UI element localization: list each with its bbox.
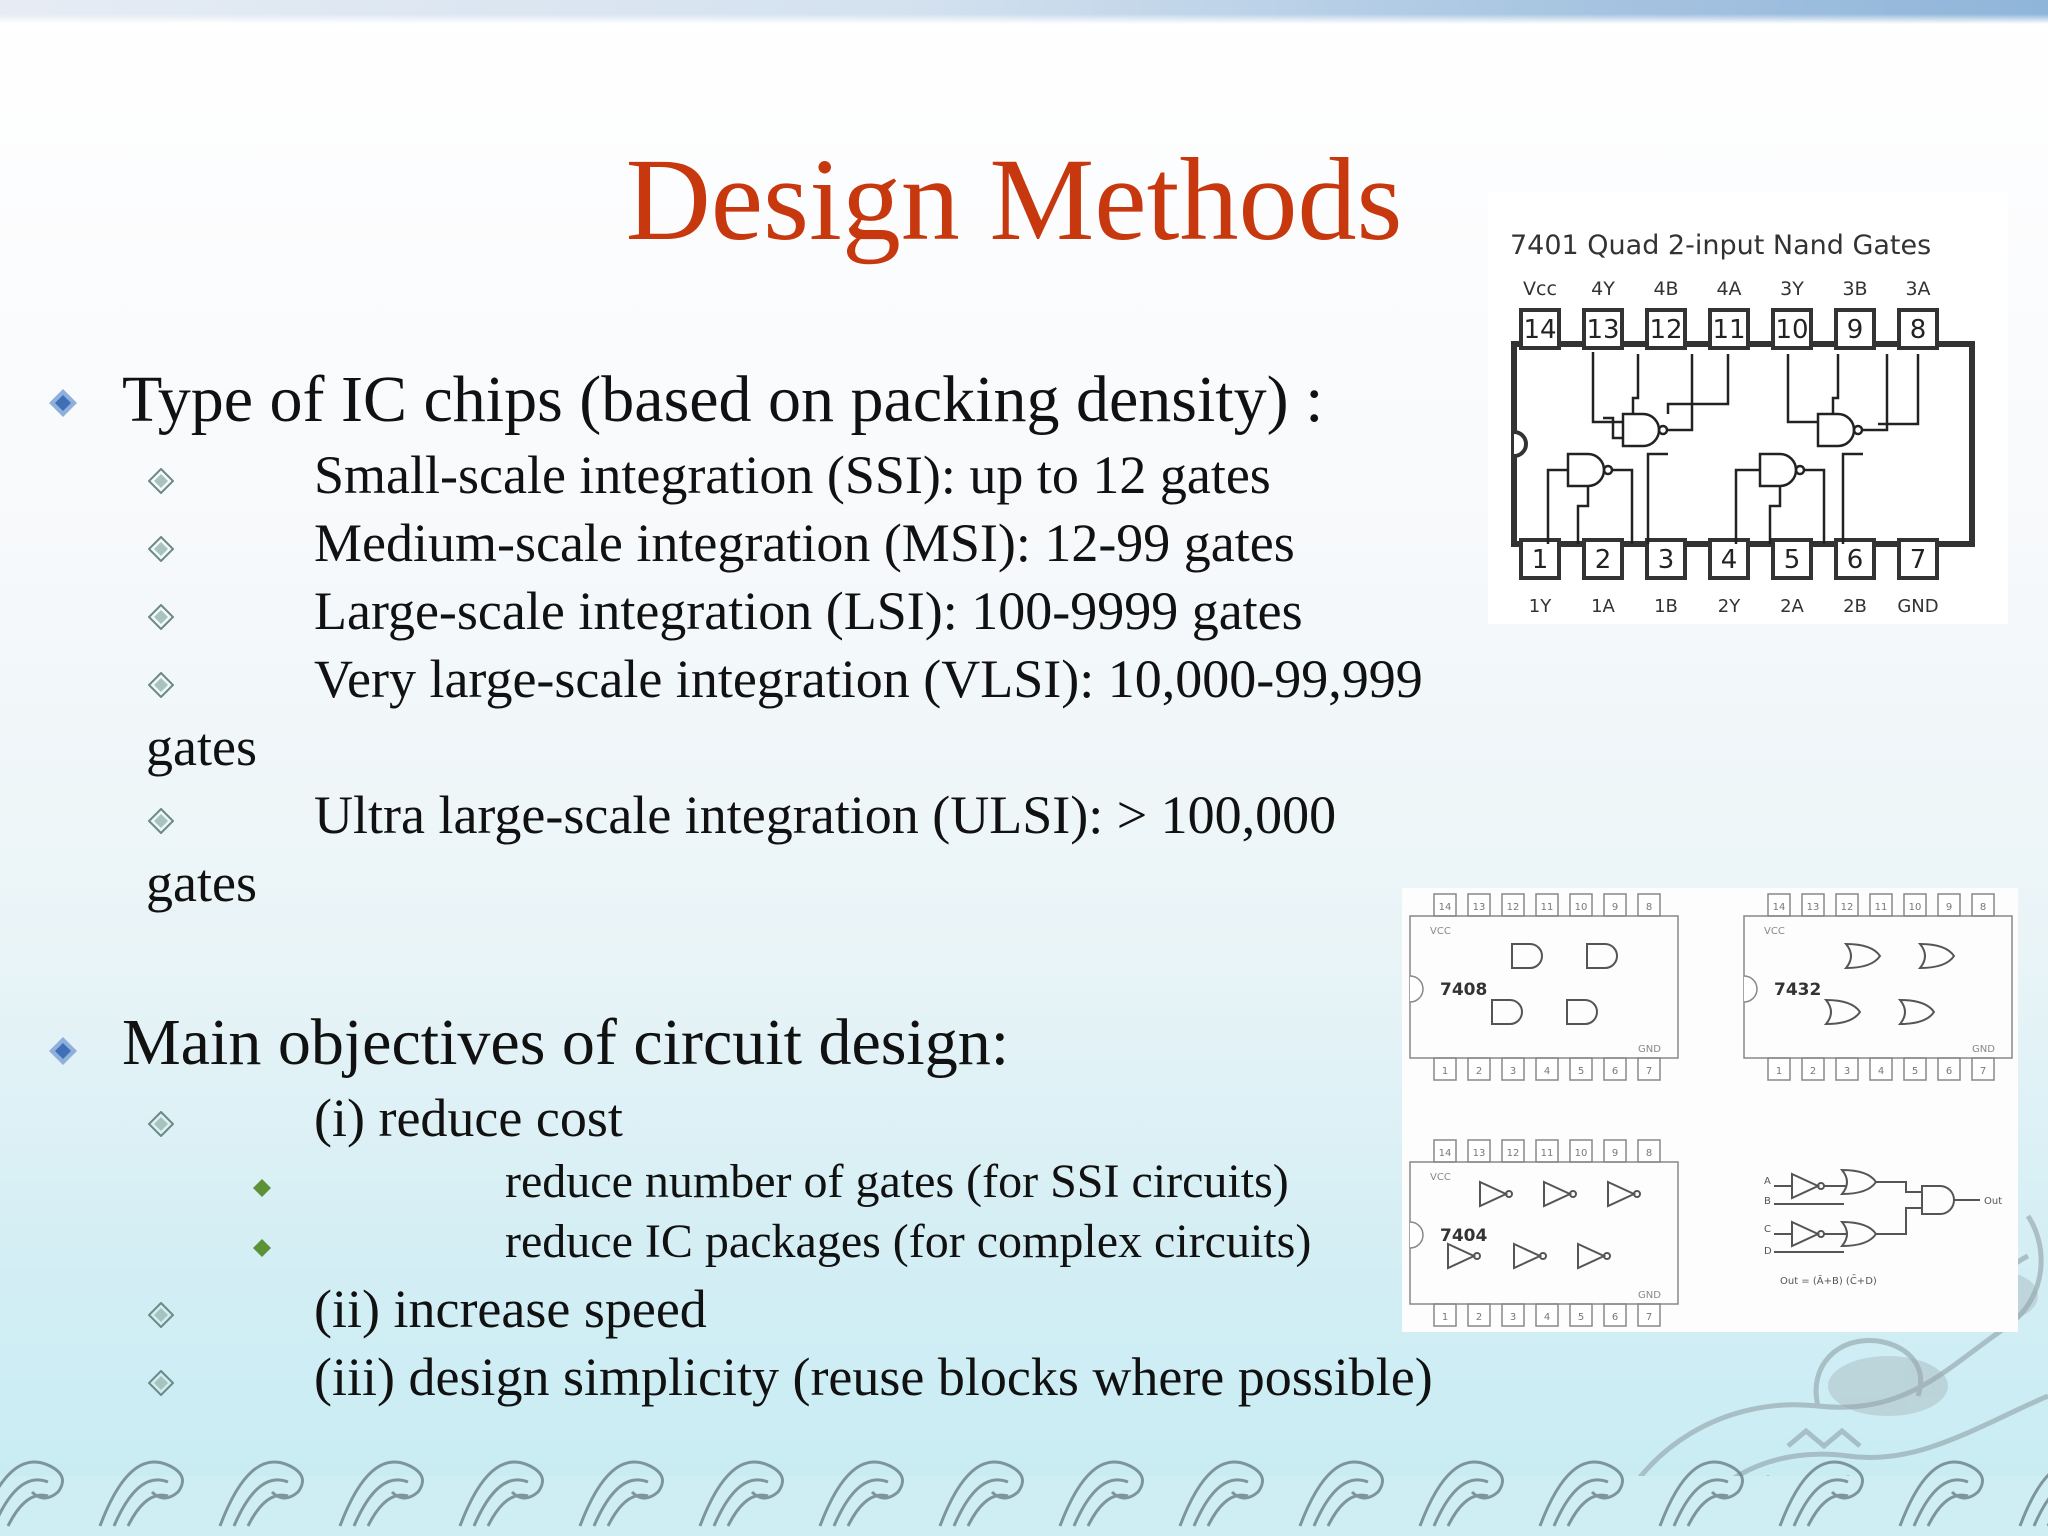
- mini-bottom-pin: [1638, 1304, 1660, 1326]
- mini-bottom-pin: [1502, 1304, 1524, 1326]
- logic-input-c: C: [1764, 1224, 1771, 1235]
- nand-bottom-pin-label: 2B: [1843, 596, 1867, 617]
- mini-top-pin: [1638, 894, 1660, 916]
- objective-increase-speed: (ii) increase speed: [314, 1279, 707, 1339]
- mini-bottom-pin: [1434, 1304, 1456, 1326]
- mini-top-pin: [1836, 894, 1858, 916]
- svg-text:5: 5: [1577, 1312, 1585, 1323]
- mini-top-pin: [1638, 1140, 1660, 1162]
- outline-diamond-bullet-icon: [148, 1370, 174, 1396]
- top-decorative-band: [0, 0, 2048, 24]
- nand-bottom-pin-label: GND: [1897, 596, 1939, 617]
- mini-chip-gnd-label: GND: [1972, 1044, 1995, 1055]
- mini-top-pin: [1870, 894, 1892, 916]
- nand-bottom-pin-label: 2Y: [1717, 596, 1741, 617]
- ic-type-ulsi: Ultra large-scale integration (ULSI): > 100,000: [314, 785, 1337, 845]
- mini-top-pin: [1502, 1140, 1524, 1162]
- mini-top-pin: [1570, 1140, 1592, 1162]
- filled-diamond-bullet-icon: [252, 1178, 272, 1198]
- svg-text:10: 10: [1908, 902, 1922, 913]
- nand-bottom-pin: [1773, 540, 1811, 617]
- nand-bottom-pin: [1897, 540, 1938, 617]
- mini-bottom-pin: [1570, 1304, 1592, 1326]
- mini-top-pin: [1536, 1140, 1558, 1162]
- nand-top-pin: [1899, 278, 1937, 348]
- svg-text:9: 9: [1945, 902, 1953, 913]
- nand-top-pin: [1710, 278, 1748, 348]
- objective-reduce-cost: (i) reduce cost: [314, 1088, 623, 1148]
- mini-bottom-pin: [1468, 1304, 1490, 1326]
- svg-text:2: 2: [1475, 1312, 1483, 1323]
- nand-bottom-pin: [1521, 540, 1559, 617]
- mini-top-pin: [1502, 894, 1524, 916]
- logic-output-label: Out: [1984, 1196, 2003, 1207]
- mini-chip-label: 7408: [1440, 980, 1488, 1000]
- mini-top-pin: [1468, 894, 1490, 916]
- svg-text:13: 13: [1806, 902, 1820, 913]
- logic-input-d: D: [1764, 1246, 1772, 1257]
- nand-bottom-pin-number: 3: [1657, 545, 1675, 575]
- nand-top-pin: [1836, 278, 1874, 348]
- nand-top-pin-label: 3Y: [1780, 278, 1804, 300]
- ic-type-ulsi-wrap: gates: [146, 853, 257, 913]
- mini-bottom-pin: [1502, 1058, 1524, 1080]
- nand-figure-title: 7401 Quad 2-input Nand Gates: [1510, 230, 1932, 261]
- mini-bottom-pin: [1570, 1058, 1592, 1080]
- mini-chip-label: 7404: [1440, 1226, 1488, 1246]
- filled-diamond-bullet-icon: [252, 1238, 272, 1258]
- svg-text:1: 1: [1775, 1066, 1783, 1077]
- logic-chips-figure: [1402, 888, 2018, 1332]
- svg-text:3: 3: [1509, 1312, 1517, 1323]
- nand-chip-figure: [1488, 192, 2008, 624]
- nand-bottom-pin-label: 1B: [1654, 596, 1678, 617]
- mini-top-pin: [1904, 894, 1926, 916]
- nand-top-pin-number: 12: [1649, 315, 1683, 345]
- mini-chip-vcc-label: VCC: [1430, 926, 1451, 937]
- mini-top-pin: [1768, 894, 1790, 916]
- wave-decoration: [0, 1416, 2048, 1536]
- nand-top-pin: [1521, 278, 1559, 348]
- svg-text:4: 4: [1877, 1066, 1885, 1077]
- nand-top-pin-number: 9: [1846, 315, 1864, 345]
- section2-heading: Main objectives of circuit design:: [122, 1006, 1010, 1079]
- mini-chip-gnd-label: GND: [1638, 1044, 1661, 1055]
- svg-text:7: 7: [1645, 1312, 1653, 1323]
- svg-text:12: 12: [1506, 1148, 1520, 1159]
- nand-bottom-pin: [1836, 540, 1874, 617]
- svg-text:9: 9: [1611, 902, 1619, 913]
- outline-diamond-bullet-icon: [148, 604, 174, 630]
- logic-chips-diagram: [1402, 888, 2018, 1332]
- mini-bottom-pin: [1604, 1304, 1626, 1326]
- svg-text:1: 1: [1441, 1312, 1449, 1323]
- mini-bottom-pin: [1434, 1058, 1456, 1080]
- sub-reduce-packages: reduce IC packages (for complex circuits): [505, 1215, 1312, 1268]
- svg-text:13: 13: [1472, 902, 1486, 913]
- nand-bottom-pin: [1647, 540, 1685, 617]
- mini-top-pin: [1604, 894, 1626, 916]
- slide-title: Design Methods: [625, 134, 1403, 265]
- mini-chip-vcc-label: VCC: [1430, 1172, 1451, 1183]
- objective-design-simplicity: (iii) design simplicity (reuse blocks where possible): [314, 1347, 1433, 1407]
- nand-top-pin-label: 3A: [1905, 278, 1931, 300]
- mini-bottom-pin: [1604, 1058, 1626, 1080]
- nand-top-pin-label: Vcc: [1523, 278, 1557, 300]
- logic-equation: Out = (Ā+B) (C̄+D): [1780, 1276, 1877, 1287]
- mini-top-pin: [1802, 894, 1824, 916]
- diamond-bullet-icon: [48, 388, 78, 418]
- mini-bottom-pin: [1536, 1058, 1558, 1080]
- svg-text:12: 12: [1506, 902, 1520, 913]
- ic-type-ssi: Small-scale integration (SSI): up to 12 gates: [314, 445, 1271, 505]
- nand-bottom-pin: [1710, 540, 1748, 617]
- svg-text:8: 8: [1645, 902, 1653, 913]
- svg-text:14: 14: [1438, 902, 1452, 913]
- svg-text:3: 3: [1509, 1066, 1517, 1077]
- svg-text:11: 11: [1540, 902, 1554, 913]
- mini-bottom-pin: [1768, 1058, 1790, 1080]
- nand-bottom-pin-number: 6: [1846, 545, 1864, 575]
- mini-bottom-pin: [1638, 1058, 1660, 1080]
- svg-text:6: 6: [1611, 1066, 1619, 1077]
- mini-bottom-pin: [1536, 1304, 1558, 1326]
- outline-diamond-bullet-icon: [148, 672, 174, 698]
- mini-bottom-pin: [1802, 1058, 1824, 1080]
- logic-input-b: B: [1764, 1196, 1771, 1207]
- nand-bottom-pin-number: 7: [1909, 545, 1927, 575]
- mini-bottom-pin: [1904, 1058, 1926, 1080]
- nand-top-pin: [1584, 278, 1622, 348]
- mini-bottom-pin: [1836, 1058, 1858, 1080]
- nand-top-pin-number: 11: [1712, 315, 1746, 345]
- mini-bottom-pin: [1972, 1058, 1994, 1080]
- ic-type-vlsi: Very large-scale integration (VLSI): 10,000-99,999: [314, 649, 1423, 709]
- nand-top-pin: [1773, 278, 1811, 348]
- mini-bottom-pin: [1938, 1058, 1960, 1080]
- nand-chip-diagram: [1488, 192, 2008, 624]
- mini-bottom-pin: [1870, 1058, 1892, 1080]
- mini-top-pin: [1536, 894, 1558, 916]
- ic-type-msi: Medium-scale integration (MSI): 12-99 gates: [314, 513, 1295, 573]
- svg-text:11: 11: [1874, 902, 1888, 913]
- nand-bottom-pin: [1584, 540, 1622, 617]
- mini-top-pin: [1434, 1140, 1456, 1162]
- mini-top-pin: [1468, 1140, 1490, 1162]
- outline-diamond-bullet-icon: [148, 536, 174, 562]
- svg-text:4: 4: [1543, 1066, 1551, 1077]
- svg-text:3: 3: [1843, 1066, 1851, 1077]
- mini-chip-label: 7432: [1774, 980, 1822, 1000]
- ic-type-lsi: Large-scale integration (LSI): 100-9999 gates: [314, 581, 1303, 641]
- diamond-bullet-icon: [48, 1036, 78, 1066]
- nand-top-pin-label: 4B: [1653, 278, 1679, 300]
- nand-top-pin-label: 3B: [1842, 278, 1868, 300]
- nand-bottom-pin-label: 2A: [1780, 596, 1804, 617]
- svg-text:14: 14: [1772, 902, 1786, 913]
- svg-text:7: 7: [1645, 1066, 1653, 1077]
- nand-bottom-pin-number: 5: [1783, 545, 1801, 575]
- svg-text:7: 7: [1979, 1066, 1987, 1077]
- svg-text:8: 8: [1645, 1148, 1653, 1159]
- nand-bottom-pin-label: 1A: [1591, 596, 1615, 617]
- svg-text:12: 12: [1840, 902, 1854, 913]
- mini-top-pin: [1938, 894, 1960, 916]
- outline-diamond-bullet-icon: [148, 1111, 174, 1137]
- svg-text:2: 2: [1809, 1066, 1817, 1077]
- nand-bottom-pin-number: 2: [1594, 545, 1612, 575]
- nand-top-pin-number: 13: [1586, 315, 1620, 345]
- svg-text:13: 13: [1472, 1148, 1486, 1159]
- svg-text:9: 9: [1611, 1148, 1619, 1159]
- svg-text:11: 11: [1540, 1148, 1554, 1159]
- mini-top-pin: [1570, 894, 1592, 916]
- mini-top-pin: [1604, 1140, 1626, 1162]
- nand-top-pin: [1647, 278, 1685, 348]
- svg-text:10: 10: [1574, 1148, 1588, 1159]
- mini-top-pin: [1972, 894, 1994, 916]
- logic-input-a: A: [1764, 1176, 1771, 1187]
- nand-top-pin-label: 4A: [1716, 278, 1742, 300]
- nand-bottom-pin-number: 4: [1720, 545, 1738, 575]
- mini-chip-vcc-label: VCC: [1764, 926, 1785, 937]
- svg-text:6: 6: [1611, 1312, 1619, 1323]
- ic-type-vlsi-wrap: gates: [146, 717, 257, 777]
- nand-top-pin-number: 14: [1523, 315, 1557, 345]
- nand-bottom-pin-number: 1: [1531, 545, 1549, 575]
- svg-text:14: 14: [1438, 1148, 1452, 1159]
- svg-text:6: 6: [1945, 1066, 1953, 1077]
- svg-text:8: 8: [1979, 902, 1987, 913]
- nand-top-pin-number: 8: [1909, 315, 1927, 345]
- mini-chip-gnd-label: GND: [1638, 1290, 1661, 1301]
- outline-diamond-bullet-icon: [148, 808, 174, 834]
- svg-text:2: 2: [1475, 1066, 1483, 1077]
- section1-heading: Type of IC chips (based on packing density) :: [122, 363, 1324, 436]
- sub-reduce-gates: reduce number of gates (for SSI circuits): [505, 1155, 1289, 1208]
- svg-text:10: 10: [1574, 902, 1588, 913]
- outline-diamond-bullet-icon: [148, 468, 174, 494]
- nand-top-pin-number: 10: [1775, 315, 1809, 345]
- nand-top-pin-label: 4Y: [1591, 278, 1615, 300]
- outline-diamond-bullet-icon: [148, 1302, 174, 1328]
- svg-text:4: 4: [1543, 1312, 1551, 1323]
- nand-bottom-pin-label: 1Y: [1528, 596, 1552, 617]
- mini-top-pin: [1434, 894, 1456, 916]
- svg-text:1: 1: [1441, 1066, 1449, 1077]
- mini-bottom-pin: [1468, 1058, 1490, 1080]
- svg-text:5: 5: [1577, 1066, 1585, 1077]
- svg-text:5: 5: [1911, 1066, 1919, 1077]
